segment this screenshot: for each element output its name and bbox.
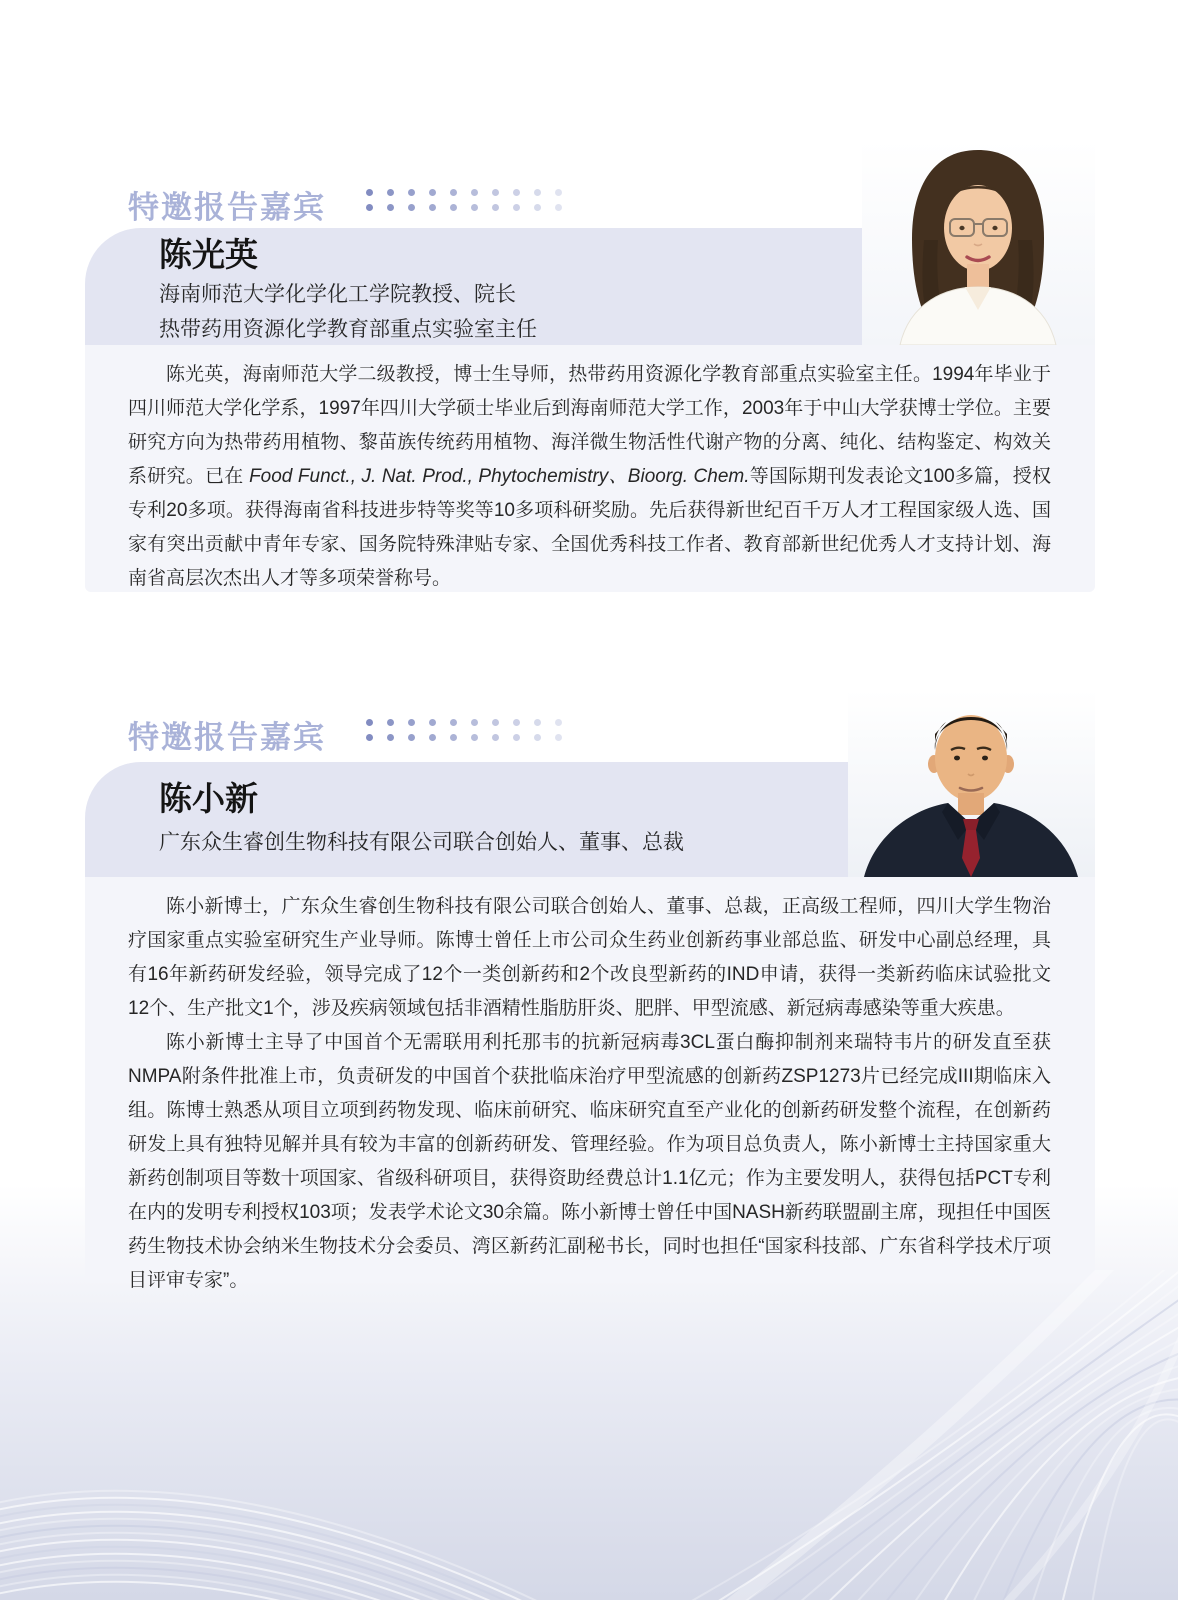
male-speaker-portrait-photo: [848, 690, 1095, 877]
bio-paragraph: 陈小新博士，广东众生睿创生物科技有限公司联合创始人、董事、总裁，正高级工程师，四川大学生物治疗国家重点实验室研究生产业导师。陈博士曾任上市公司众生药业创新药事业部总监、研发中心副总经理，具有16年新药研发经验，领导完成了12个一类创新药和2个改良型新药的IND申请，获得一类新药临床试验批文12个、生产批文1个，涉及疾病领域包括非酒精性脂肪肝炎、肥胖、甲型流感、新冠病毒感染等重大疾患。: [128, 896, 1051, 1019]
speaker-name: 陈小新: [159, 780, 258, 817]
female-speaker-portrait-photo: [862, 140, 1095, 345]
bio-paragraph: 陈小新博士主导了中国首个无需联用利托那韦的抗新冠病毒3CL蛋白酶抑制剂来瑞特韦片的研发直至获NMPA附条件批准上市，负责研发的中国首个获批临床治疗甲型流感的创新药ZSP1273片已经完成III期临床入组。陈博士熟悉从项目立项到药物发现、临床前研究、临床研究直至产业化的创新药研发整个流程，在创新药研发上具有独特见解并具有较为丰富的创新药研发、管理经验。作为项目总负责人，陈小新博士主持国家重大新药创制项目等数十项国家、省级科研项目，获得资助经费总计1.1亿元；作为主要发明人，获得包括PCT专利在内的发明专利授权103项；发表学术论文30余篇。陈小新博士曾任中国NASH新药联盟副主席，现担任中国医药生物技术协会纳米生物技术分会委员、湾区新药汇副秘书长，同时也担任“国家科技部、广东省科学技术厅项目评审专家”。: [128, 1032, 1051, 1291]
speaker-bio-panel: [85, 345, 1095, 592]
speaker-name: 陈光英: [159, 236, 258, 273]
speaker-title-line-1: 海南师范大学化学化工学院教授、院长: [159, 283, 516, 306]
man-portrait-illustration: [848, 690, 1095, 877]
woman-portrait-illustration: [862, 140, 1095, 345]
speaker-title-line-1: 广东众生睿创生物科技有限公司联合创始人、董事、总裁: [159, 831, 684, 854]
background-waves: [0, 1270, 1178, 1600]
header-dots-decoration: [366, 189, 562, 211]
speaker-title-line-2: 热带药用资源化学教育部重点实验室主任: [159, 318, 537, 341]
header-dots-decoration: [366, 719, 562, 741]
speaker-bio-panel: [85, 877, 1095, 1291]
section-header-label: 特邀报告嘉宾: [128, 190, 326, 225]
bio-paragraph: 陈光英，海南师范大学二级教授，博士生导师，热带药用资源化学教育部重点实验室主任。1994年毕业于四川师范大学化学系，1997年四川大学硕士毕业后到海南师范大学工作，2003年于中山大学获博士学位。主要研究方向为热带药用植物、黎苗族传统药用植物、海洋微生物活性代谢产物的分离、纯化、结构鉴定、构效关系研究。已在 Food Funct., J. Nat. Prod., Phytochemistry、Bioorg. Chem.等国际期刊发表论文100多篇，授权专利20多项。获得海南省科技进步特等奖等10多项科研奖励。先后获得新世纪百千万人才工程国家级人选、国家有突出贡献中青年专家、国务院特殊津贴专家、全国优秀科技工作者、教育部新世纪优秀人才支持计划、海南省高层次杰出人才等多项荣誉称号。: [128, 364, 1051, 589]
section-header-label: 特邀报告嘉宾: [128, 720, 326, 755]
